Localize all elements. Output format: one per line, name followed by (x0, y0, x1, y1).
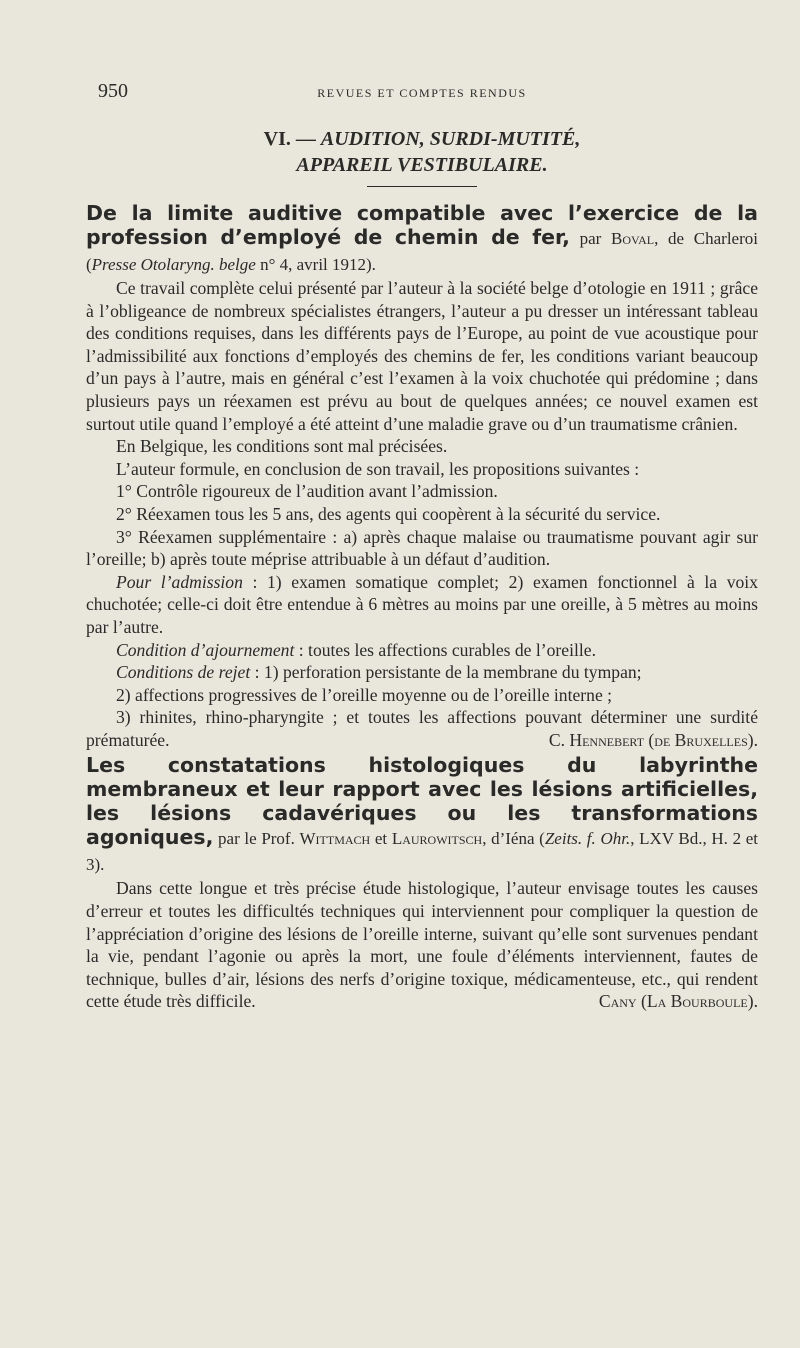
article-2-and: et (370, 829, 392, 849)
list-item: 3° Réexamen supplémentaire : a) après chaque malaise ou traumatisme pouvant agir sur l’oreille; b) après toute méprise attribuable à un défaut d’audition. (86, 526, 758, 570)
article-2-text: Dans cette longue et très précise étude histologique, l’auteur envisage toutes les causes d’erreur et toutes les difficultés techniques qui interviennent pour compliquer la question de l’appréciation d’origine des lésions de l’oreille interne, suivant qu’elle sont survenues pendant la vie, pendant l’agonie ou après la mort, une foule d’éléments interviennent, fautes de technique, bulles d’air, lésions des nerfs d’origine toxique, médicamenteuse, etc., qui rendent cette étude très difficile. (86, 878, 758, 1012)
list-item: 2° Réexamen tous les 5 ans, des agents qui coopèrent à la sécurité du service. (116, 503, 661, 524)
reject-item-2: 2) affections progressives de l’oreille moyenne ou de l’oreille interne ; (116, 684, 613, 705)
article-2 (86, 753, 758, 1013)
article-1-signature: C. Hennebert (de Bruxelles). (548, 729, 758, 750)
list-item: 1° Contrôle rigoureux de l’audition avant l’admission. (116, 481, 498, 502)
article-1-reference: n° 4, avril 1912). (255, 255, 376, 274)
article-2-title: Les constatations histologiques du labyrinthe membraneux et leur rapport avec les lésions artificielles, les lésions cadavériques ou les transformations agoniques, (86, 753, 758, 850)
admission-paragraph (86, 571, 758, 639)
paragraph: En Belgique, les conditions sont mal précisées. (116, 436, 448, 457)
article-2-author-2: Laurowitsch (391, 829, 483, 849)
section-title (86, 126, 758, 178)
section-title-line2: APPAREIL VESTIBULAIRE. (296, 154, 548, 176)
article-2-author-1: Wittmach (299, 829, 371, 849)
reject-label: Conditions de rejet (116, 662, 251, 683)
article-1-journal: Presse Otolaryng. belge (91, 255, 256, 274)
adjourn-text: : toutes les affections curables de l’oreille. (294, 639, 596, 660)
article-1-heading (86, 201, 758, 277)
reject-item-3-text: 3) rhinites, rhino-pharyngite ; et toutes les affections pouvant déterminer une surdité prématurée. (86, 707, 758, 750)
article-2-by: par le Prof. (213, 829, 300, 849)
article-1 (86, 201, 758, 751)
journal-page (86, 80, 758, 1015)
adjourn-label: Condition d’ajournement (116, 639, 295, 660)
reject-text: : 1) perforation persistante de la membrane du tympan; (250, 662, 642, 683)
adjourn-paragraph (86, 639, 758, 662)
section-title-line1: AUDITION, SURDI-MUTITÉ, (320, 128, 581, 150)
page-header (86, 80, 758, 108)
admission-label: Pour l’admission (116, 571, 243, 592)
running-head: REVUES ET COMPTES RENDUS (317, 86, 527, 100)
article-2-paragraph (86, 877, 758, 1013)
reject-paragraph (86, 661, 758, 684)
article-1-affiliation: , de Charleroi ( (86, 229, 758, 274)
section-number: VI. — (263, 128, 321, 150)
article-1-title: De la limite auditive compatible avec l’exercice de la profession d’employé de chemin de fer, (86, 201, 758, 249)
article-2-journal: Zeits. f. Ohr. (544, 829, 631, 849)
article-2-signature: Cany (La Bourboule). (598, 991, 758, 1012)
article-1-by: par (569, 229, 611, 248)
article-2-reference: , LXV Bd., H. 2 et 3). (86, 829, 758, 875)
page-number: 950 (98, 80, 128, 102)
article-1-author: Boval (611, 229, 655, 248)
article-2-affiliation: , d’Iéna ( (482, 829, 545, 849)
admission-text: : 1) examen somatique complet; 2) examen fonctionnel à la voix chuchotée; celle-ci doit être entendue à 6 mètres au moins par une oreille, à 5 mètres au moins par l’autre. (86, 571, 758, 637)
reject-item-3 (86, 706, 758, 751)
paragraph: L’auteur formule, en conclusion de son travail, les propositions suivantes : (116, 458, 640, 479)
paragraph: Ce travail complète celui présenté par l’auteur à la société belge d’otologie en 1911 ; grâce à l’obligeance de nombreux spécialistes étrangers, l’auteur a pu dresser un intéressant tableau des conditions requises, dans les différents pays de l’Europe, au point de vue acoustique pour l’admissibilité aux fonctions d’employés des chemins de fer, les conditions variant beaucoup d’un pays à l’autre, mais en général c’est l’examen à la voix chuchotée qui prédomine ; dans plusieurs pays un réexamen est prévu au bout de quelques années; ce nouvel examen est surtout utile quand l’employé a été atteint d’une maladie grave ou d’un traumatisme crânien. (86, 278, 758, 434)
section-divider (367, 186, 477, 187)
article-2-heading (86, 753, 758, 877)
